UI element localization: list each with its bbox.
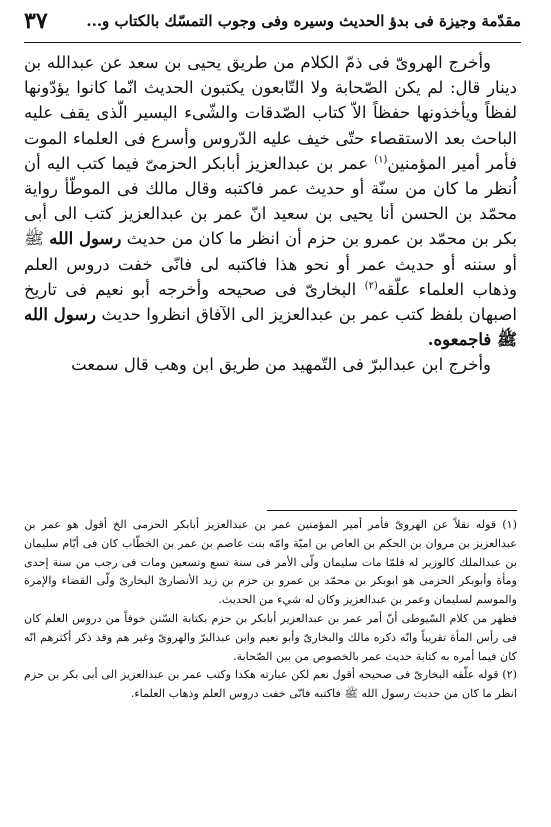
paragraph-1 [24, 50, 517, 352]
footnote-2: (٢) قوله علّقه البخارىّ فى صحيحه أقول نعم لكن عبارته هكذا وكتب عمر بن عبدالعزيز الى أبى بكر بن حزم انظر ما كان من حديث رسول الله ﷺ فاكتبه فانّى خفت دروس العلم وذهاب العلماء. [24, 668, 517, 701]
text-segment: ﷺ فاجمعوه. [427, 330, 517, 350]
footnote-divider [267, 510, 517, 511]
page-number: ٣٧ [24, 8, 48, 34]
text-segment: ﷺ أو سننه أو حديث عمر أو نحو هذا فاكتبه لى فانّى خفت دروس العلم وذهاب العلماء علّقه [24, 229, 517, 299]
footnote-1: (١) قوله نقلاً عن الهروىّ فأمر أمير المؤمنين عمر بن عبدالعزيز أبابكر الحزمى الخ أقول هو عمر بن عبدالعزيز بن مروان بن الحكم بن العاص بن اميّة وامّه بنت عاصم بن عمر بن الخطّاب كان فى أيّام سليمان بن عبدالملك كالوزير له فلمّا مات سليمان ولّى الأمر فى سنة تسع وتسعين ومات فى رجب من سنة إحدى ومأة وأبوبكر الحزمى هو ابوبكر بن محمّد بن عمرو بن حزم بن زيد الأنصارىّ البخارىّ ولّى القضاء والإمرة والموسم لسليمان وعمر بن عبدالعزيز وكان له شيء من الحديث. [24, 518, 517, 607]
emphasis-rasul-allah: رسول الله [49, 229, 122, 249]
text-segment: وأخرج الهروىّ فى ذمّ الكلام من طريق يحيى بن سعد عن عبدالله بن دينار قال: لم يكن الصّحابة ولا التّابعون يكتبون الحديث انّما كانوا يؤدّونها لفظاً ويأخذونها حفظاً الاّ كتاب الصّدقات والشّىء اليسير الّذى يقف عليه الباحث بعد الاستقصاء حتّى خيف عليه الدّروس وأسرع فى العلماء الموت فأمر أمير المؤمنين [24, 53, 517, 173]
running-title: مقدّمة وجيزة فى بدؤ الحديث وسيره وفى وجوب التمسّك بالكتاب و... [86, 12, 521, 30]
footnote-ref-2: (٢) [364, 280, 378, 292]
main-text [24, 50, 517, 378]
footnote-1-continued: فظهر من كلام السّيوطى أنّ أمر عمر بن عبدالعزيز أبابكر بن حزم بكتابة السّنن خوفاً من دروس العلم كان فى رأس المأة تقريباً وانّه ذكره مالك والبخارىّ وأبو نعيم وابن عبدالبرّ والهروىّ وغير هم وقد ذكر أكثرهم انّه كان فيما أمره به كتابة حديث عمر بالخصوص من بين الصّحابة. [24, 611, 517, 663]
footnote-ref-1: (١) [374, 154, 388, 166]
emphasis-rasul-allah: رسول الله [24, 305, 97, 325]
text-segment: عمر بن عبدالعزيز أبابكر الحزمىّ فيما كتب اليه أن اُنظر ما كان من سنّة أو حديث عمر فاكتبه وقال مالك فى الموطّأ رواية محمّد بن الحسن أنا يحيى بن سعيد انّ عمر بن عبدالعزيز كتب الى أبى بكر بن محمّد بن عمرو بن حزم أن انظر ما كان من حديث [24, 153, 517, 249]
footnotes [24, 516, 517, 704]
page-header [24, 8, 521, 43]
text-segment: البخارىّ فى صحيحه وأخرجه أبو نعيم فى تاريخ اصبهان بلفظ كتب عمر بن عبدالعزيز الى الآفاق انظروا حديث [24, 279, 517, 325]
paragraph-2: وأخرج ابن عبدالبرّ فى التّمهيد من طريق ابن وهب قال سمعت [71, 355, 491, 375]
